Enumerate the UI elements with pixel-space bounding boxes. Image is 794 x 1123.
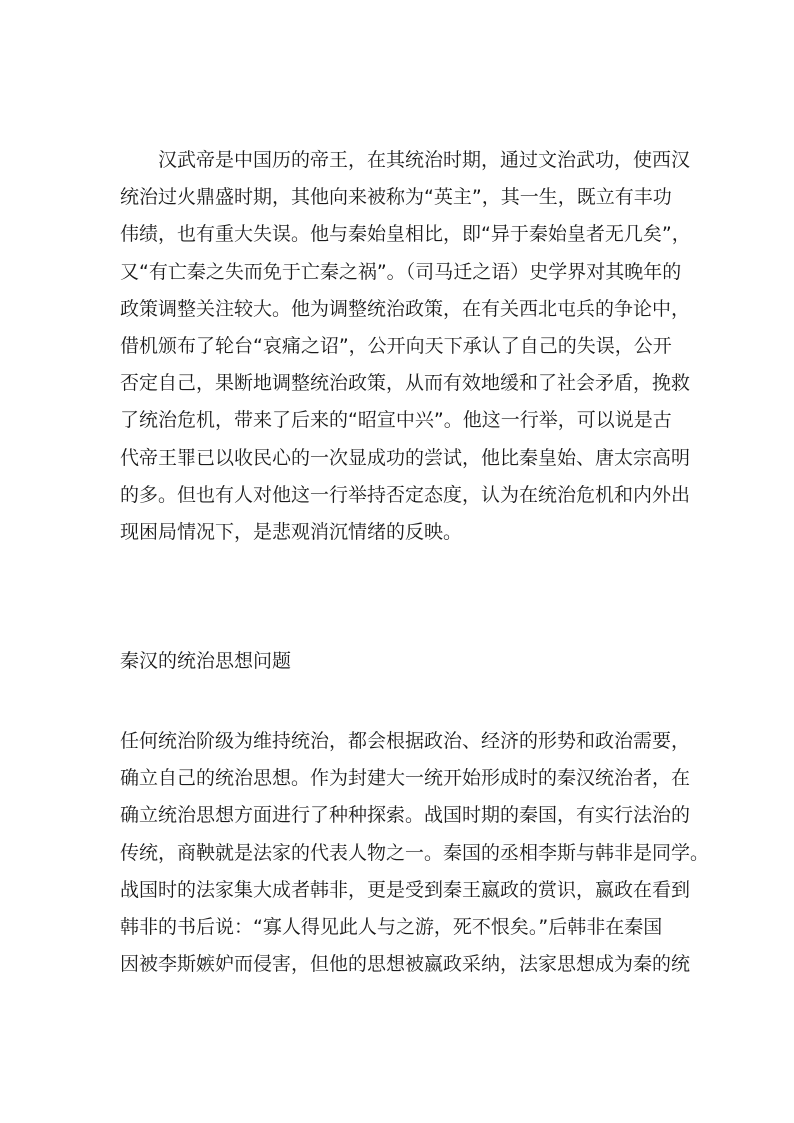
text-line: 的多。但也有人对他这一行举持否定态度，认为在统治危机和内外出 <box>120 483 691 506</box>
text-line: 统治过火鼎盛时期，其他向来被称为“英主”，其一生，既立有丰功 <box>120 186 672 209</box>
text-line: 了统治危机，带来了后来的“昭宣中兴”。他这一行举，可以说是古 <box>120 409 672 432</box>
section-heading: 秦汉的统治思想问题 <box>120 650 292 672</box>
text-line: 汉武帝是中国历的帝王，在其统治时期，通过文治武功，使西汉 <box>158 149 691 171</box>
text-line: 因被李斯嫉妒而侵害，但他的思想被嬴政采纳，法家思想成为秦的统 <box>120 953 691 976</box>
text-line: 任何统治阶级为维持统治，都会根据政治、经济的形势和政治需要， <box>120 730 691 752</box>
text-line: 韩非的书后说：“寡人得见此人与之游，死不恨矣。”后韩非在秦国 <box>120 915 663 938</box>
text-line: 战国时的法家集大成者韩非，更是受到秦王嬴政的赏识，嬴政在看到 <box>120 878 691 901</box>
text-line: 伟绩，也有重大失误。他与秦始皇相比，即“异于秦始皇者无几矣”， <box>120 223 691 246</box>
text-line: 确立自己的统治思想。作为封建大一统开始形成时的秦汉统治者，在 <box>120 767 691 790</box>
text-line: 又“有亡秦之失而免于亡秦之祸”。（司马迁之语）史学界对其晚年的 <box>120 260 682 283</box>
text-line: 否定自己，果断地调整统治政策，从而有效地缓和了社会矛盾，挽救 <box>120 372 691 395</box>
text-line: 借机颁布了轮台“哀痛之诏”，公开向天下承认了自己的失误，公开 <box>120 334 672 357</box>
text-line: 现困局情况下，是悲观消沉情绪的反映。 <box>120 520 463 543</box>
text-line: 传统，商鞅就是法家的代表人物之一。秦国的丞相李斯与韩非是同学。 <box>120 841 710 864</box>
paragraph-ideology <box>120 723 710 983</box>
paragraph-wudi <box>120 142 691 551</box>
text-line: 确立统治思想方面进行了种种探索。战国时期的秦国，有实行法治的 <box>120 804 691 827</box>
text-line: 政策调整关注较大。他为调整统治政策，在有关西北屯兵的争论中， <box>120 297 691 320</box>
text-line: 代帝王罪已以收民心的一次显成功的尝试，他比秦皇始、唐太宗高明 <box>120 446 691 469</box>
